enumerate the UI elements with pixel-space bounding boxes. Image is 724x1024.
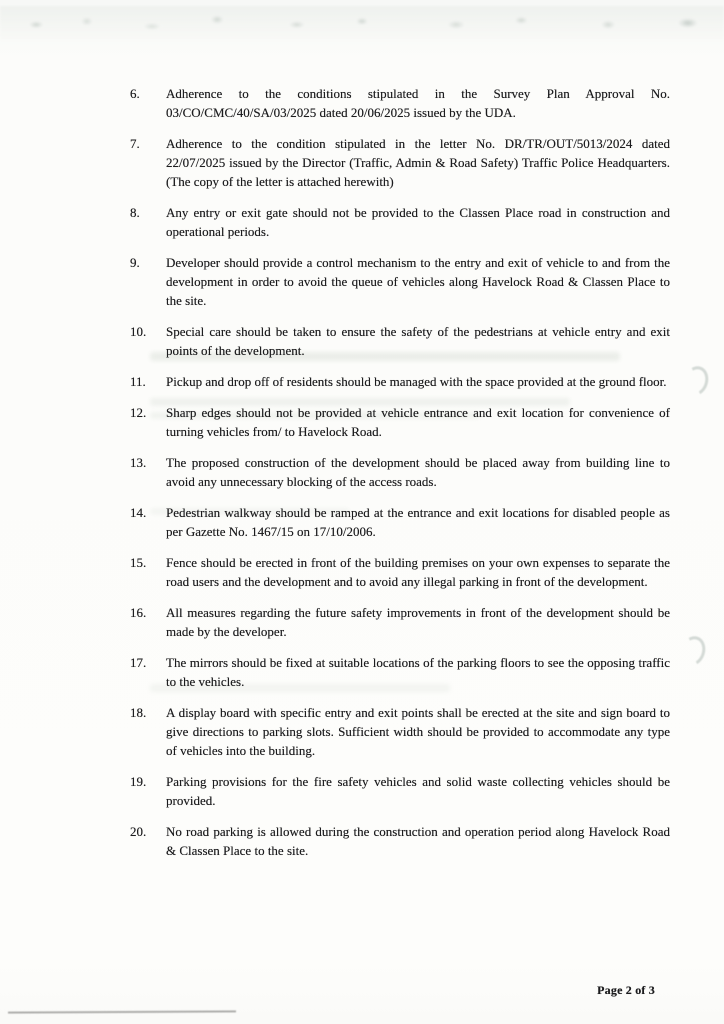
item-text: No road parking is allowed during the construction and operation period along Havelock Road & Classen Place to the site. [166, 824, 670, 858]
list-item [130, 453, 670, 491]
page-number: Page 2 of 3 [597, 983, 655, 997]
list-item [130, 703, 670, 760]
list-item [130, 322, 670, 360]
item-text: Fence should be erected in front of the building premises on your own expenses to separate the road users and the development and to avoid any illegal parking in front of the development. [166, 555, 670, 589]
item-text: Sharp edges should not be provided at vehicle entrance and exit location for convenience of turning vehicles from/ to Havelock Road. [166, 405, 670, 439]
list-item [130, 253, 670, 310]
item-text: Pickup and drop off of residents should be managed with the space provided at the ground floor. [166, 374, 667, 389]
item-text: Developer should provide a control mechanism to the entry and exit of vehicle to and from the development in order to avoid the queue of vehicles along Havelock Road & Classen Place to the site. [166, 255, 670, 308]
item-number: 7. [130, 136, 140, 151]
item-text: Adherence to the condition stipulated in the letter No. DR/TR/OUT/5013/2024 dated 22/07/2025 issued by the Director (Traffic, Admin & Road Safety) Traffic Police Headquarters. (The copy of the letter is attached herewith) [166, 136, 670, 189]
scan-edge-line [8, 1010, 236, 1013]
item-text: Any entry or exit gate should not be provided to the Classen Place road in construction and operational periods. [166, 205, 670, 239]
item-text: Adherence to the conditions stipulated in the Survey Plan Approval No. 03/CO/CMC/40/SA/03/2025 dated 20/06/2025 issued by the UDA. [166, 86, 670, 120]
conditions-list [0, 84, 670, 872]
item-number: 17. [130, 655, 147, 670]
item-text: Special care should be taken to ensure the safety of the pedestrians at vehicle entry and exit points of the development. [166, 324, 670, 358]
punch-hole-artifact [680, 363, 712, 399]
list-item [130, 553, 670, 591]
list-item [130, 403, 670, 441]
list-item [130, 203, 670, 241]
item-number: 15. [130, 555, 147, 570]
item-number: 16. [130, 605, 147, 620]
item-number: 12. [130, 405, 147, 420]
list-item [130, 653, 670, 691]
item-text: A display board with specific entry and exit points shall be erected at the site and sign board to give directions to parking slots. Sufficient width should be provided to accommodate any type of vehicles into the building. [166, 705, 670, 758]
item-number: 18. [130, 705, 147, 720]
item-text: Parking provisions for the fire safety vehicles and solid waste collecting vehicles should be provided. [166, 774, 670, 808]
list-item [130, 822, 670, 860]
scan-noise-band [0, 6, 724, 40]
item-number: 19. [130, 774, 147, 789]
item-number: 6. [130, 86, 140, 101]
item-text: All measures regarding the future safety improvements in front of the development should be made by the developer. [166, 605, 670, 639]
item-number: 20. [130, 824, 147, 839]
list-item [130, 503, 670, 541]
item-text: The proposed construction of the development should be placed away from building line to avoid any unnecessary blocking of the access roads. [166, 455, 670, 489]
item-text: Pedestrian walkway should be ramped at the entrance and exit locations for disabled people as per Gazette No. 1467/15 on 17/10/2006. [166, 505, 670, 539]
punch-hole-artifact [677, 633, 709, 669]
item-number: 10. [130, 324, 147, 339]
list-item [130, 372, 670, 391]
list-item [130, 84, 670, 122]
item-number: 8. [130, 205, 140, 220]
list-item [130, 603, 670, 641]
list-item [130, 772, 670, 810]
item-number: 13. [130, 455, 147, 470]
item-number: 11. [130, 374, 146, 389]
list-item [130, 134, 670, 191]
item-number: 9. [130, 255, 140, 270]
item-number: 14. [130, 505, 147, 520]
item-text: The mirrors should be fixed at suitable locations of the parking floors to see the opposing traffic to the vehicles. [166, 655, 670, 689]
